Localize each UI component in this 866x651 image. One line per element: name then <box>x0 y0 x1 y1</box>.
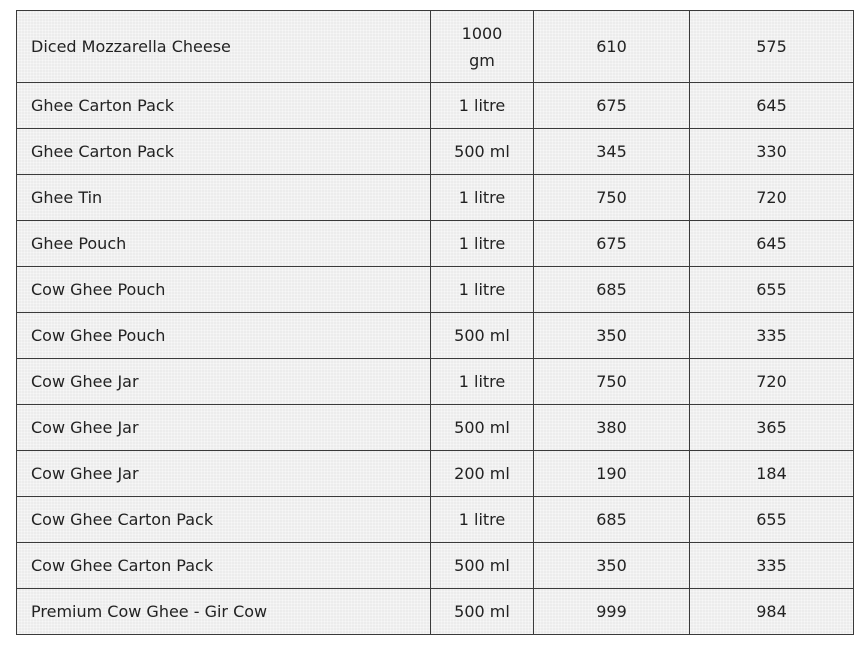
table-row <box>17 405 854 451</box>
price-cell: 335 <box>690 543 854 589</box>
pack-size-cell: 1 litre <box>431 267 534 313</box>
product-name-cell: Cow Ghee Pouch <box>17 313 431 359</box>
price-cell: 184 <box>690 451 854 497</box>
price-cell: 330 <box>690 129 854 175</box>
table-row <box>17 589 854 635</box>
table-row <box>17 451 854 497</box>
price-cell: 720 <box>690 359 854 405</box>
product-name-cell: Cow Ghee Jar <box>17 405 431 451</box>
mrp-cell: 610 <box>534 11 690 83</box>
pack-size-cell: 1 litre <box>431 359 534 405</box>
mrp-cell: 750 <box>534 175 690 221</box>
pack-size-cell: 1 litre <box>431 221 534 267</box>
price-cell: 984 <box>690 589 854 635</box>
price-cell: 645 <box>690 83 854 129</box>
price-cell: 365 <box>690 405 854 451</box>
product-name-cell: Cow Ghee Jar <box>17 359 431 405</box>
price-cell: 655 <box>690 497 854 543</box>
product-name-cell: Cow Ghee Carton Pack <box>17 543 431 589</box>
mrp-cell: 675 <box>534 221 690 267</box>
product-name-cell: Ghee Carton Pack <box>17 83 431 129</box>
price-cell: 720 <box>690 175 854 221</box>
price-cell: 645 <box>690 221 854 267</box>
mrp-cell: 685 <box>534 267 690 313</box>
price-table-body <box>17 11 854 635</box>
mrp-cell: 999 <box>534 589 690 635</box>
pack-size-cell: 500 ml <box>431 313 534 359</box>
table-row <box>17 267 854 313</box>
table-row <box>17 175 854 221</box>
product-name-cell: Ghee Pouch <box>17 221 431 267</box>
pack-size-cell: 1 litre <box>431 83 534 129</box>
table-row <box>17 129 854 175</box>
price-table <box>16 10 854 635</box>
table-row <box>17 543 854 589</box>
table-row <box>17 313 854 359</box>
pack-size-cell: 500 ml <box>431 543 534 589</box>
mrp-cell: 350 <box>534 543 690 589</box>
table-row <box>17 497 854 543</box>
mrp-cell: 750 <box>534 359 690 405</box>
pack-size-cell: 500 ml <box>431 129 534 175</box>
pack-size-cell: 500 ml <box>431 589 534 635</box>
mrp-cell: 190 <box>534 451 690 497</box>
price-cell: 335 <box>690 313 854 359</box>
mrp-cell: 345 <box>534 129 690 175</box>
price-cell: 655 <box>690 267 854 313</box>
pack-size-cell: 1 litre <box>431 497 534 543</box>
mrp-cell: 675 <box>534 83 690 129</box>
mrp-cell: 350 <box>534 313 690 359</box>
product-name-cell: Diced Mozzarella Cheese <box>17 11 431 83</box>
table-row <box>17 359 854 405</box>
product-name-cell: Cow Ghee Jar <box>17 451 431 497</box>
pack-size-cell: 1 litre <box>431 175 534 221</box>
product-name-cell: Ghee Carton Pack <box>17 129 431 175</box>
product-name-cell: Cow Ghee Carton Pack <box>17 497 431 543</box>
pack-size-cell: 200 ml <box>431 451 534 497</box>
table-row <box>17 83 854 129</box>
product-name-cell: Premium Cow Ghee - Gir Cow <box>17 589 431 635</box>
table-row <box>17 221 854 267</box>
table-row <box>17 11 854 83</box>
mrp-cell: 685 <box>534 497 690 543</box>
pack-size-text: 1000 gm <box>461 23 503 70</box>
pack-size-cell: 500 ml <box>431 405 534 451</box>
product-name-cell: Ghee Tin <box>17 175 431 221</box>
pack-size-cell <box>431 11 534 83</box>
mrp-cell: 380 <box>534 405 690 451</box>
product-name-cell: Cow Ghee Pouch <box>17 267 431 313</box>
price-cell: 575 <box>690 11 854 83</box>
